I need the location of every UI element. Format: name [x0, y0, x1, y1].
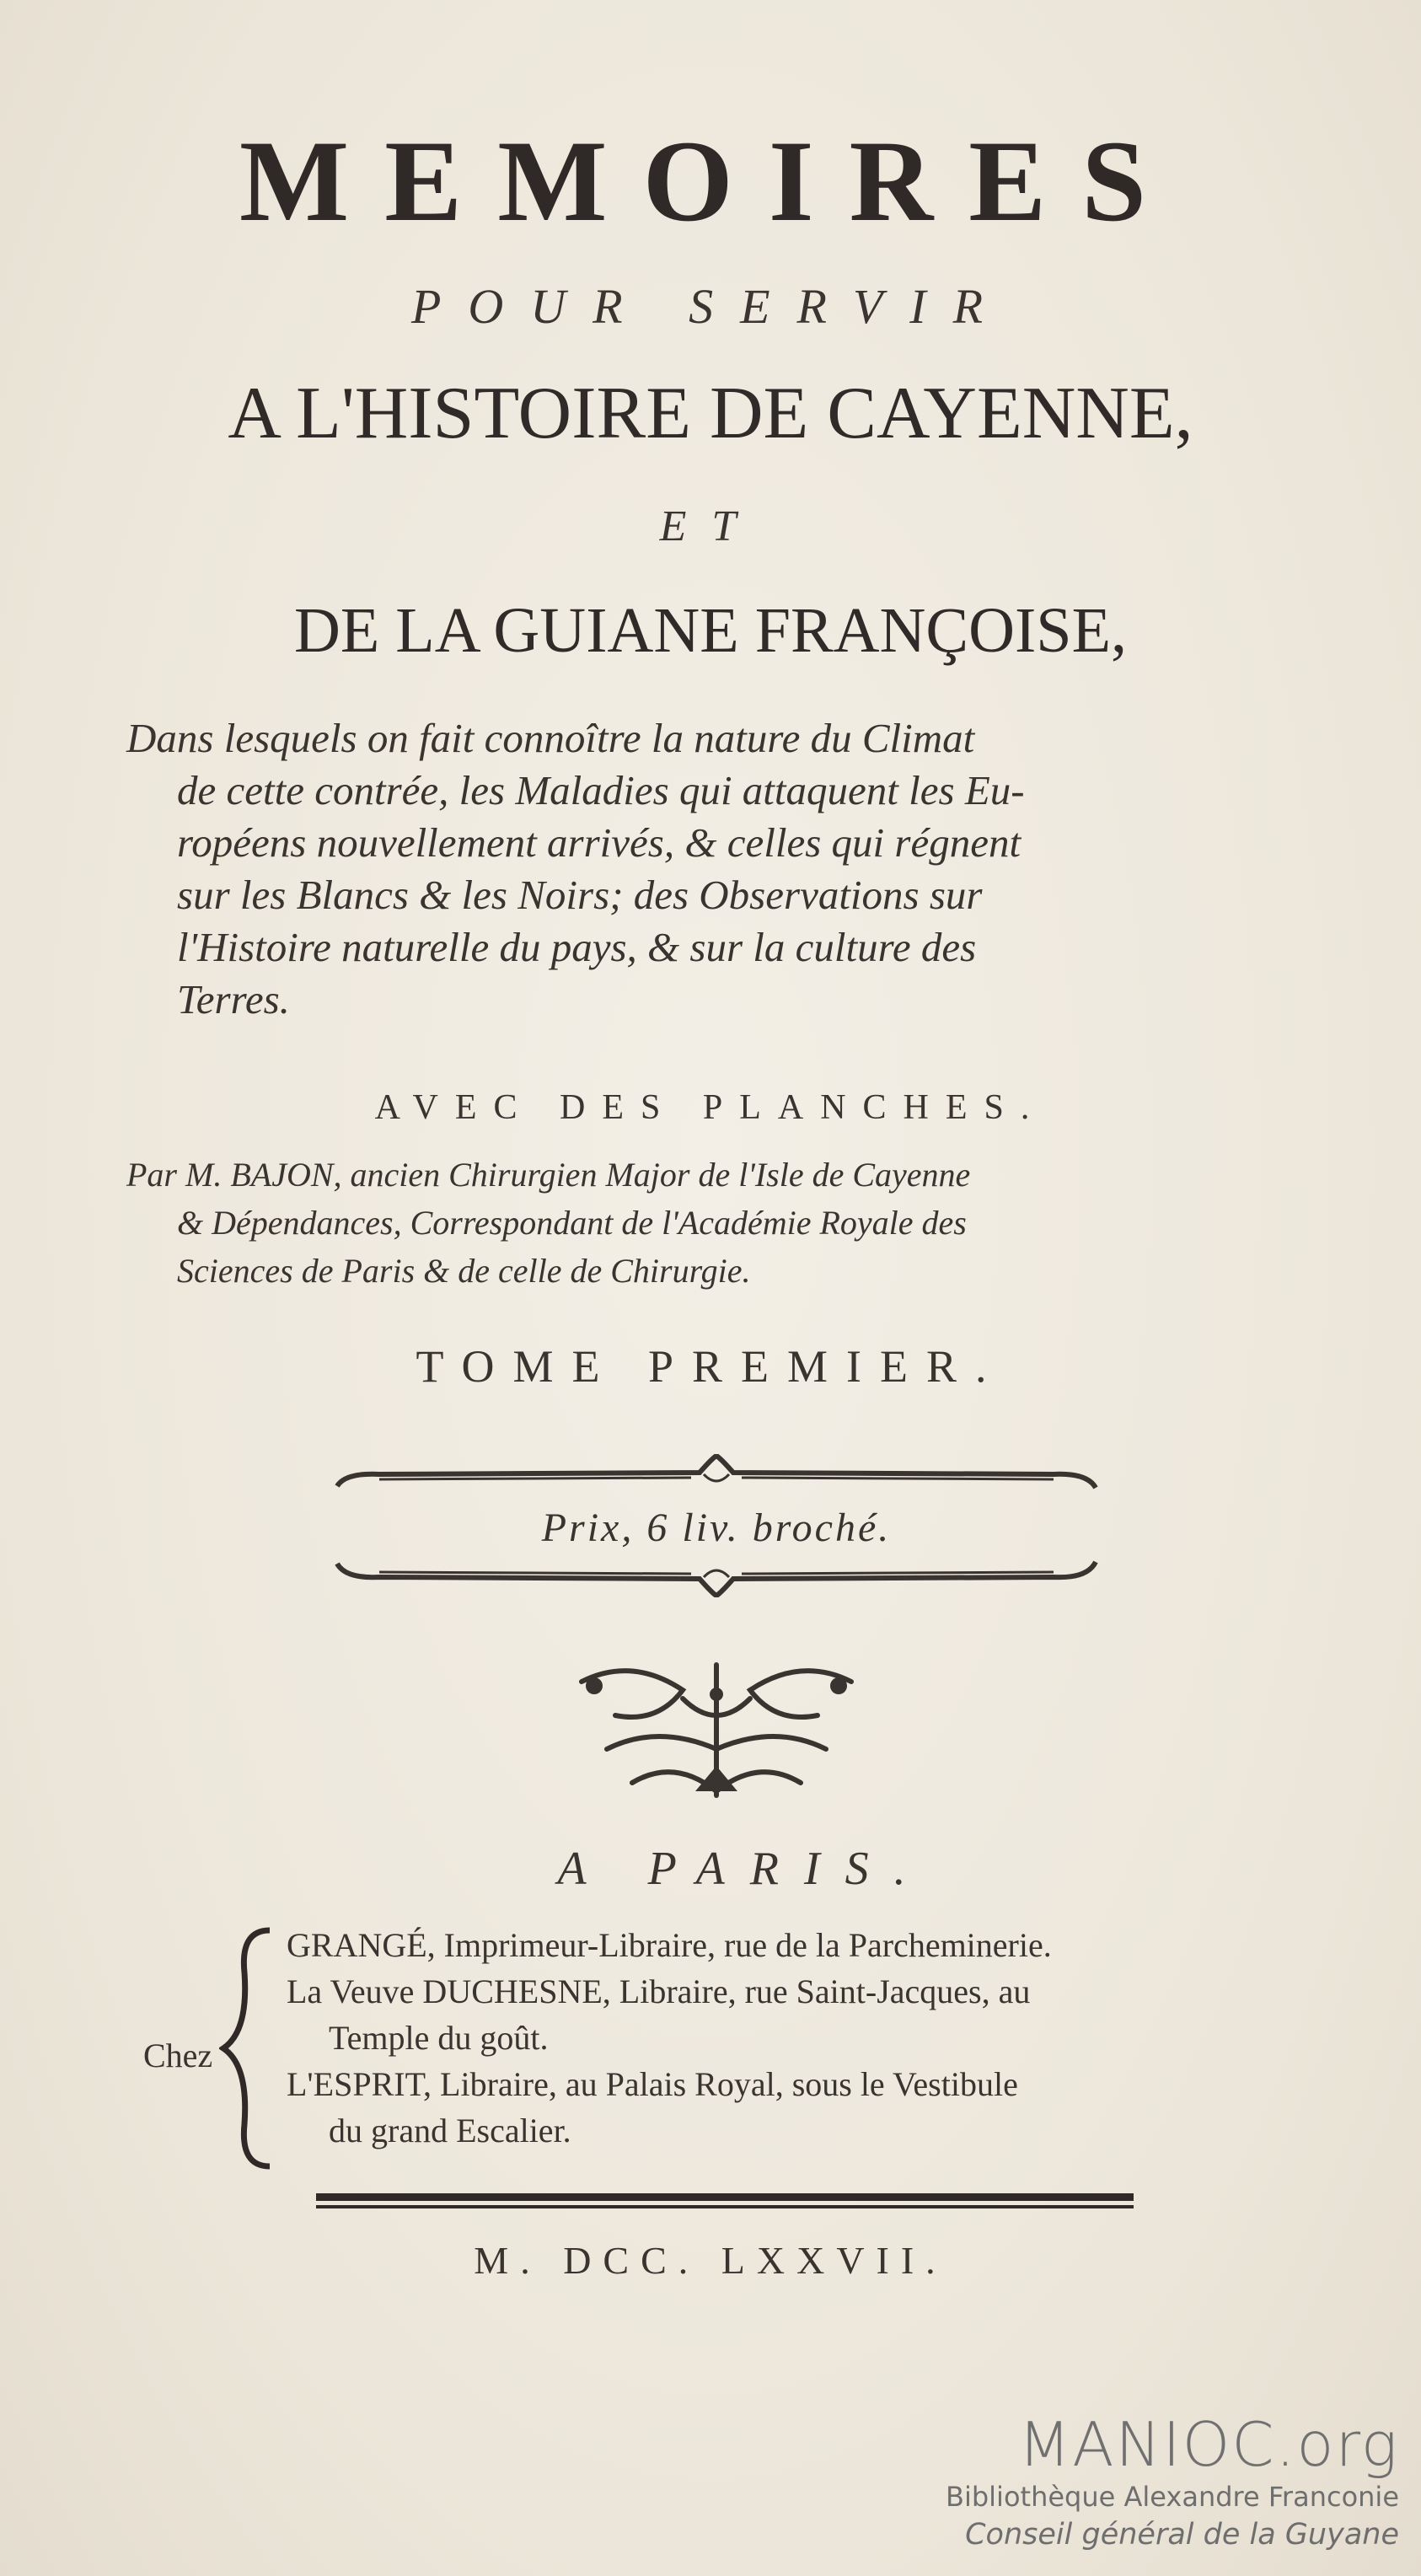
publisher-line: Temple du goût. [329, 2019, 549, 2057]
library-stamp [927, 2411, 1399, 2554]
manioc-logo: MANIOC.org [1018, 2409, 1399, 2480]
volume-label: TOME PREMIER. [416, 1341, 1005, 1392]
top-ornamental-rule [329, 1454, 1104, 1496]
date-rule [316, 2192, 1134, 2217]
subtitle-pour-servir: POUR SERVIR [410, 279, 1011, 334]
description-line: Terres. [177, 976, 290, 1022]
publishers-imprint [143, 1922, 1365, 2192]
description-paragraph [126, 712, 1298, 1026]
description-line: Dans lesquels on fait connoître la nature du Climat [126, 715, 975, 761]
description-line: de cette contrée, les Maladies qui attaquent les Eu- [177, 767, 1025, 813]
subtitle-et: ET [659, 502, 762, 550]
publisher-line: L'ESPRIT, Libraire, au Palais Royal, sous le Vestibule [287, 2065, 1018, 2103]
subtitle-histoire-cayenne: A L'HISTOIRE DE CAYENNE, [228, 373, 1193, 454]
author-line: & Dépendances, Correspondant de l'Académie Royale des [177, 1204, 967, 1242]
price-frame [329, 1437, 1104, 1597]
publisher-line: La Veuve DUCHESNE, Libraire, rue Saint-Jacques, au [287, 1972, 1031, 2010]
publication-date: M. DCC. LXXVII. [474, 2239, 947, 2282]
publisher-line: du grand Escalier. [329, 2112, 571, 2149]
publishers-list [287, 1922, 1365, 2154]
council-name: Conseil général de la Guyane [965, 2518, 1399, 2552]
main-title: MEMOIRES [239, 116, 1182, 245]
description-line: ropéens nouvellement arrivés, & celles qui régnent [177, 819, 1022, 866]
avec-des-planches: AVEC DES PLANCHES. [374, 1088, 1047, 1127]
author-line: Par M. BAJON, ancien Chirurgien Major de l'Isle de Cayenne [126, 1156, 971, 1194]
price-text: Prix, 6 liv. broché. [541, 1505, 892, 1550]
author-line: Sciences de Paris & de celle de Chirurgie. [177, 1252, 751, 1290]
brace-ornament [219, 1922, 278, 2175]
publisher-line: GRANGÉ, Imprimeur-Libraire, rue de la Parcheminerie. [287, 1926, 1052, 1964]
description-line: l'Histoire naturelle du pays, & sur la culture des [177, 924, 977, 970]
library-name: Bibliothèque Alexandre Franconie [946, 2481, 1399, 2513]
description-line: sur les Blancs & les Noirs; des Observations sur [177, 872, 983, 918]
chez-label: Chez [143, 2037, 213, 2074]
bottom-ornamental-rule [329, 1555, 1104, 1597]
author-paragraph [126, 1151, 1306, 1295]
subtitle-guiane-francoise: DE LA GUIANE FRANÇOISE, [294, 595, 1127, 666]
city-imprint: A PARIS. [557, 1843, 931, 1895]
fleuron-ornament [556, 1648, 877, 1808]
